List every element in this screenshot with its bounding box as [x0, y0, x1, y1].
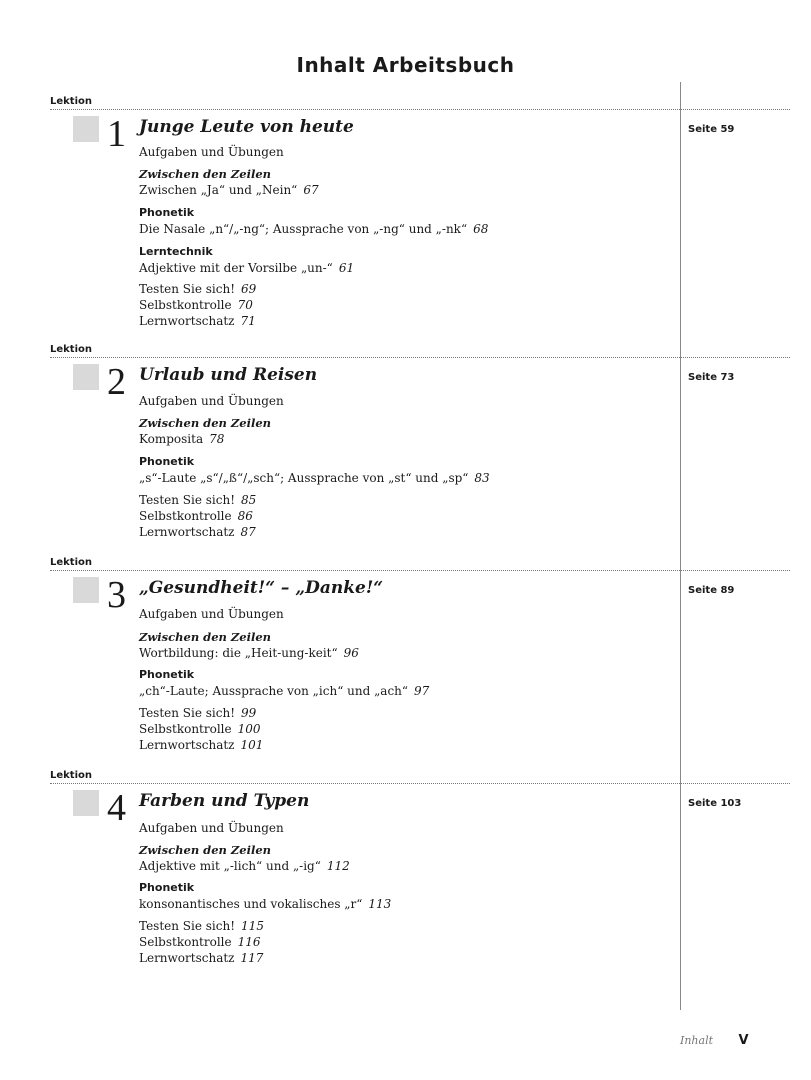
phonetik-text: konsonantisches und vokalisches „r“ — [139, 897, 363, 911]
lesson-square — [73, 116, 99, 142]
toc-line — [139, 431, 224, 447]
lesson-number: 1 — [107, 113, 126, 155]
toc-line — [139, 721, 261, 737]
toc-line — [139, 393, 284, 409]
toc-line — [139, 683, 429, 699]
phonetik-heading: Phonetik — [139, 881, 195, 894]
lektion-label: Lektion — [50, 96, 93, 107]
toc-line — [139, 470, 490, 486]
aufgaben-text: Aufgaben und Übungen — [139, 145, 284, 159]
selbstkontrolle-text: Selbstkontrolle — [139, 722, 232, 736]
toc-line — [139, 858, 350, 874]
lerntechnik-heading: Lerntechnik — [139, 245, 213, 258]
lesson-square — [73, 364, 99, 390]
toc-line — [139, 313, 256, 329]
footer-page-number: V — [738, 1033, 749, 1048]
lesson-page-ref[interactable]: Seite 73 — [688, 372, 735, 383]
page-number: 70 — [237, 298, 253, 312]
lesson-page-ref[interactable]: Seite 89 — [688, 585, 735, 596]
aufgaben-text: Aufgaben und Übungen — [139, 394, 284, 408]
page-number: 78 — [209, 432, 225, 446]
lektion-label: Lektion — [50, 557, 93, 568]
page-number: 68 — [473, 222, 489, 236]
toc-line — [139, 896, 391, 912]
page-number: 116 — [237, 935, 261, 949]
page-number: 97 — [414, 684, 430, 698]
aufgaben-text: Aufgaben und Übungen — [139, 821, 284, 835]
page-number: 112 — [326, 859, 350, 873]
phonetik-text: „s“-Laute „s“/„ß“/„sch“; Aussprache von „st“ und „sp“ — [139, 471, 469, 485]
column-divider — [680, 82, 681, 1010]
toc-line — [139, 182, 319, 198]
zwischen-heading: Zwischen den Zeilen — [139, 630, 272, 644]
phonetik-heading: Phonetik — [139, 668, 195, 681]
page-number: 67 — [303, 183, 319, 197]
lesson-number: 3 — [107, 574, 126, 616]
toc-line — [139, 606, 284, 622]
phonetik-text: „ch“-Laute; Aussprache von „ich“ und „ach“ — [139, 684, 409, 698]
zwischen-text: Komposita — [139, 432, 204, 446]
page-number: 117 — [240, 951, 264, 965]
phonetik-heading: Phonetik — [139, 206, 195, 219]
page-number: 69 — [241, 282, 257, 296]
toc-line — [139, 221, 488, 237]
page-number: 61 — [338, 261, 355, 275]
phonetik-text: Die Nasale „n“/„-ng“; Aussprache von „-ng“ und „-nk“ — [139, 222, 468, 236]
toc-line — [139, 705, 256, 721]
zwischen-heading: Zwischen den Zeilen — [139, 167, 272, 181]
page-footer — [680, 1033, 749, 1048]
selbstkontrolle-text: Selbstkontrolle — [139, 298, 232, 312]
lesson-square — [73, 577, 99, 603]
lesson-title[interactable]: Junge Leute von heute — [139, 117, 354, 137]
testen-text: Testen Sie sich! — [139, 493, 236, 507]
lesson-page-ref[interactable]: Seite 103 — [688, 798, 742, 809]
toc-line — [139, 144, 284, 160]
footer-section-name: Inhalt — [680, 1034, 714, 1047]
page-number: 96 — [343, 646, 359, 660]
toc-line — [139, 492, 256, 508]
page-number: 86 — [237, 509, 253, 523]
page-number: 115 — [241, 919, 264, 933]
toc-line — [139, 260, 354, 276]
lesson-square — [73, 790, 99, 816]
lesson-number: 4 — [107, 787, 126, 829]
lernwortschatz-text: Lernwortschatz — [139, 951, 235, 965]
lesson-number: 2 — [107, 361, 126, 403]
lektion-label: Lektion — [50, 344, 93, 355]
zwischen-heading: Zwischen den Zeilen — [139, 416, 272, 430]
page-number: 113 — [368, 897, 392, 911]
selbstkontrolle-text: Selbstkontrolle — [139, 935, 232, 949]
testen-text: Testen Sie sich! — [139, 706, 236, 720]
toc-line — [139, 737, 263, 753]
page-number: 71 — [240, 314, 256, 328]
zwischen-heading: Zwischen den Zeilen — [139, 843, 272, 857]
testen-text: Testen Sie sich! — [139, 282, 236, 296]
testen-text: Testen Sie sich! — [139, 919, 236, 933]
phonetik-heading: Phonetik — [139, 455, 195, 468]
toc-line — [139, 524, 256, 540]
dotted-divider — [50, 109, 790, 110]
page-number: 99 — [241, 706, 257, 720]
toc-line — [139, 508, 253, 524]
lesson-title[interactable]: Farben und Typen — [139, 791, 310, 811]
lesson-title[interactable]: Urlaub und Reisen — [139, 365, 318, 385]
zwischen-text: Adjektive mit „-lich“ und „-ig“ — [139, 859, 321, 873]
toc-line — [139, 297, 253, 313]
page-title: Inhalt Arbeitsbuch — [296, 53, 515, 77]
toc-line — [139, 820, 284, 836]
dotted-divider — [50, 357, 790, 358]
lesson-page-ref[interactable]: Seite 59 — [688, 124, 735, 135]
toc-line — [139, 950, 263, 966]
page-number: 101 — [240, 738, 264, 752]
lerntechnik-text: Adjektive mit der Vorsilbe „un-“ — [139, 261, 333, 275]
toc-line — [139, 281, 256, 297]
page-number: 83 — [474, 471, 490, 485]
zwischen-text: Zwischen „Ja“ und „Nein“ — [139, 183, 298, 197]
toc-line — [139, 645, 359, 661]
lektion-label: Lektion — [50, 770, 93, 781]
page-number: 87 — [240, 525, 256, 539]
page-number: 85 — [241, 493, 257, 507]
page-number: 100 — [237, 722, 261, 736]
toc-line — [139, 918, 264, 934]
lernwortschatz-text: Lernwortschatz — [139, 525, 235, 539]
lernwortschatz-text: Lernwortschatz — [139, 738, 235, 752]
selbstkontrolle-text: Selbstkontrolle — [139, 509, 232, 523]
lesson-title[interactable]: „Gesundheit!“ – „Danke!“ — [139, 578, 384, 598]
aufgaben-text: Aufgaben und Übungen — [139, 607, 284, 621]
lernwortschatz-text: Lernwortschatz — [139, 314, 235, 328]
zwischen-text: Wortbildung: die „Heit-ung-keit“ — [139, 646, 338, 660]
toc-line — [139, 934, 261, 950]
dotted-divider — [50, 783, 790, 784]
dotted-divider — [50, 570, 790, 571]
